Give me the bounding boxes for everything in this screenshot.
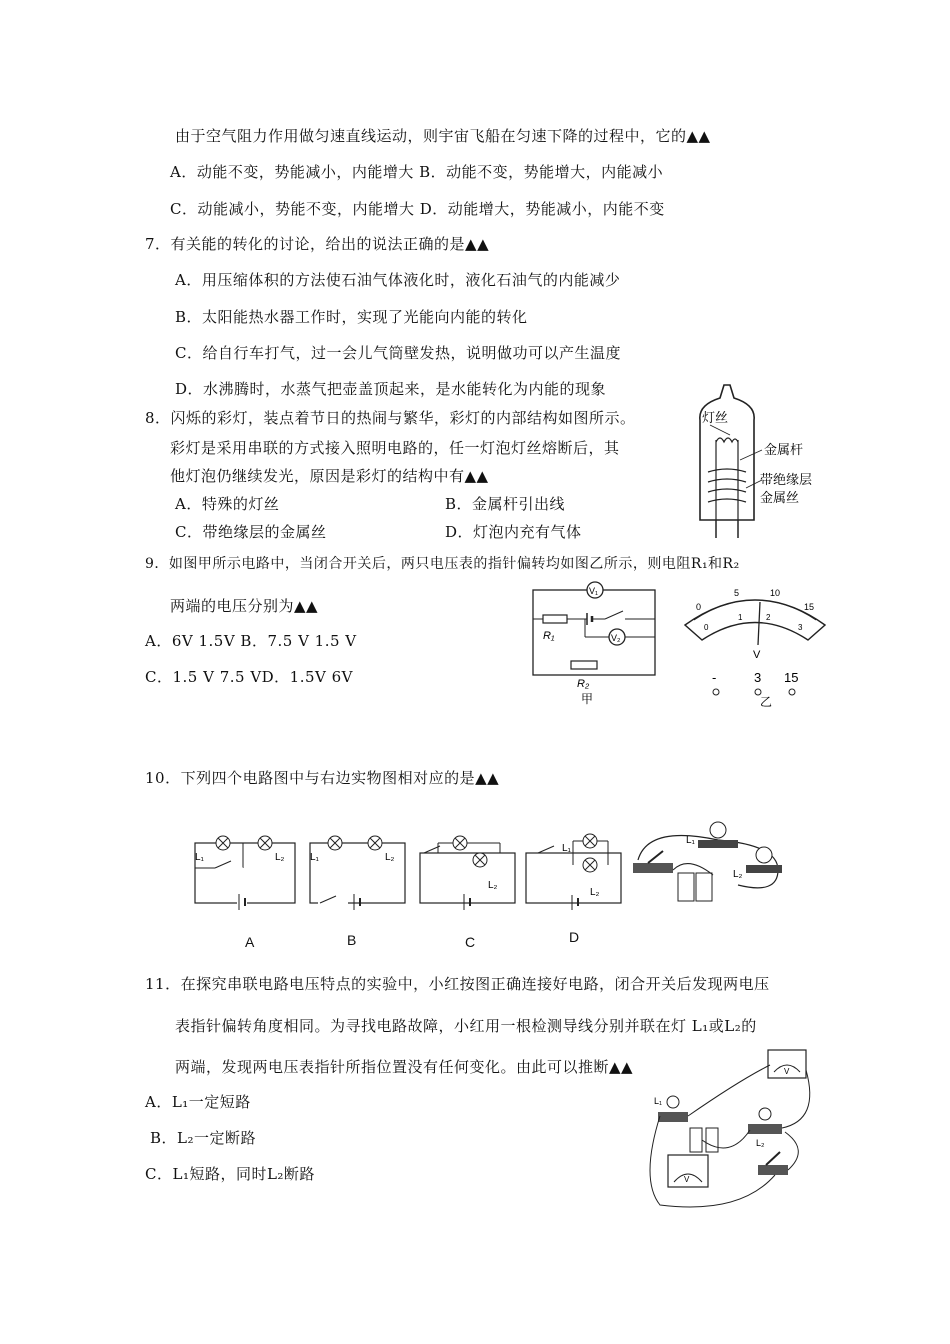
choice-c: C bbox=[465, 934, 476, 950]
a-l2: L₂ bbox=[275, 852, 285, 863]
b-l1: L₁ bbox=[310, 852, 319, 863]
label-metal-rod: 金属杆 bbox=[764, 442, 804, 457]
a-l1: L₁ bbox=[195, 852, 204, 863]
r1-label: R₁ bbox=[543, 630, 555, 642]
d-l2: L₂ bbox=[590, 887, 600, 898]
q6-stem-tail: 由于空气阻力作用做匀速直线运动，则宇宙飞船在匀速下降的过程中，它的▲▲ bbox=[175, 127, 711, 145]
v2-label: V₂ bbox=[611, 633, 621, 643]
q11-l2: L₂ bbox=[756, 1138, 765, 1148]
q7-stem: 7．有关能的转化的讨论，给出的说法正确的是▲▲ bbox=[145, 235, 490, 253]
q8-option-b: B．金属杆引出线 bbox=[445, 495, 566, 513]
circuit-a-figure bbox=[185, 828, 300, 910]
phys-l2: L₂ bbox=[733, 869, 743, 880]
q9-options-row1: A．6V 1.5V B．7.5 V 1.5 V bbox=[145, 632, 357, 650]
q7-option-d: D．水沸腾时，水蒸气把壶盖顶起来，是水能转化为内能的现象 bbox=[175, 380, 607, 398]
q9-options-row2: C．1.5 V 7.5 VD．1.5V 6V bbox=[145, 668, 354, 686]
choice-d: D bbox=[569, 929, 580, 945]
q8-option-d: D．灯泡内充有气体 bbox=[445, 523, 582, 541]
physical-circuit-q10 bbox=[628, 815, 788, 915]
phys-l1: L₁ bbox=[686, 835, 695, 846]
b-l2: L₂ bbox=[385, 852, 395, 863]
scale-bottom-2: 2 bbox=[766, 613, 771, 622]
r2-label: R₂ bbox=[577, 678, 590, 690]
circuit-d-figure bbox=[518, 825, 628, 910]
scale-bottom-3: 3 bbox=[798, 623, 803, 632]
q8-stem-line1: 8．闪烁的彩灯，装点着节日的热闹与繁华，彩灯的内部结构如图所示。 bbox=[145, 409, 636, 427]
scale-bottom-0: 0 bbox=[704, 623, 709, 632]
d-l1: L₁ bbox=[562, 843, 571, 854]
bulb-structure-figure bbox=[680, 380, 820, 540]
unit-v: V bbox=[753, 649, 761, 661]
circuit-jia-figure bbox=[525, 575, 665, 710]
scale-top-10: 10 bbox=[770, 588, 781, 598]
q9-stem-line2: 两端的电压分别为▲▲ bbox=[170, 597, 319, 615]
label-insulated: 带绝缘层 bbox=[760, 472, 813, 487]
terminal-15: 15 bbox=[784, 670, 799, 685]
scale-bottom-1: 1 bbox=[738, 613, 743, 622]
v1-label: V₁ bbox=[589, 586, 599, 596]
scale-top-5: 5 bbox=[734, 588, 740, 598]
q7-option-b: B．太阳能热水器工作时，实现了光能向内能的转化 bbox=[175, 308, 528, 326]
q11-l1: L₁ bbox=[654, 1096, 663, 1106]
q7-option-c: C．给自行车打气，过一会儿气筒壁发热，说明做功可以产生温度 bbox=[175, 344, 621, 362]
c-l2: L₂ bbox=[488, 880, 498, 891]
q10-stem: 10．下列四个电路图中与右边实物图相对应的是▲▲ bbox=[145, 769, 500, 787]
caption-yi: 乙 bbox=[760, 695, 773, 709]
label-metal-wire: 金属丝 bbox=[760, 490, 800, 505]
label-filament: 灯丝 bbox=[702, 410, 729, 425]
q8-option-c: C．带绝缘层的金属丝 bbox=[175, 523, 327, 541]
q11-stem-line3: 两端，发现两电压表指针所指位置没有任何变化。由此可以推断▲▲ bbox=[175, 1058, 634, 1076]
circuit-b-figure bbox=[300, 828, 415, 910]
q8-option-a: A．特殊的灯丝 bbox=[175, 495, 280, 513]
voltmeter-bottom-v: V bbox=[684, 1175, 690, 1184]
terminal-3: 3 bbox=[754, 670, 762, 685]
q6-options-row1: A．动能不变，势能减小，内能增大 B．动能不变，势能增大，内能减小 bbox=[170, 163, 664, 181]
q8-stem-line2: 彩灯是采用串联的方式接入照明电路的，任一灯泡灯丝熔断后，其 bbox=[170, 439, 620, 457]
q11-option-a: A．L₁一定短路 bbox=[145, 1093, 251, 1111]
q8-stem-line3: 他灯泡仍继续发光，原因是彩灯的结构中有▲▲ bbox=[170, 467, 489, 485]
scale-top-0: 0 bbox=[696, 602, 702, 612]
q11-option-b: B．L₂一定断路 bbox=[150, 1129, 256, 1147]
terminal-minus: - bbox=[712, 670, 717, 685]
q11-stem-line1: 11．在探究串联电路电压特点的实验中，小红按图正确连接好电路，闭合开关后发现两电压 bbox=[145, 975, 770, 993]
physical-circuit-q11 bbox=[640, 1040, 825, 1220]
q9-stem-line1: 9．如图甲所示电路中，当闭合开关后，两只电压表的指针偏转均如图乙所示，则电阻R₁和R₂ bbox=[145, 556, 740, 572]
voltmeter-yi-figure bbox=[680, 580, 830, 710]
scale-top-15: 15 bbox=[804, 602, 815, 612]
q7-option-a: A．用压缩体积的方法使石油气体液化时，液化石油气的内能减少 bbox=[175, 271, 621, 289]
q6-options-row2: C．动能减小，势能不变，内能增大 D．动能增大，势能减小，内能不变 bbox=[170, 200, 665, 218]
voltmeter-top-v: V bbox=[784, 1067, 790, 1076]
q11-stem-line2: 表指针偏转角度相同。为寻找电路故障，小红用一根检测导线分别并联在灯 L₁或L₂的 bbox=[175, 1017, 757, 1035]
choice-a: A bbox=[245, 934, 255, 950]
caption-jia: 甲 bbox=[581, 692, 594, 706]
q11-option-c: C．L₁短路，同时L₂断路 bbox=[145, 1165, 315, 1183]
circuit-c-figure bbox=[410, 828, 520, 910]
choice-b: B bbox=[347, 932, 357, 948]
